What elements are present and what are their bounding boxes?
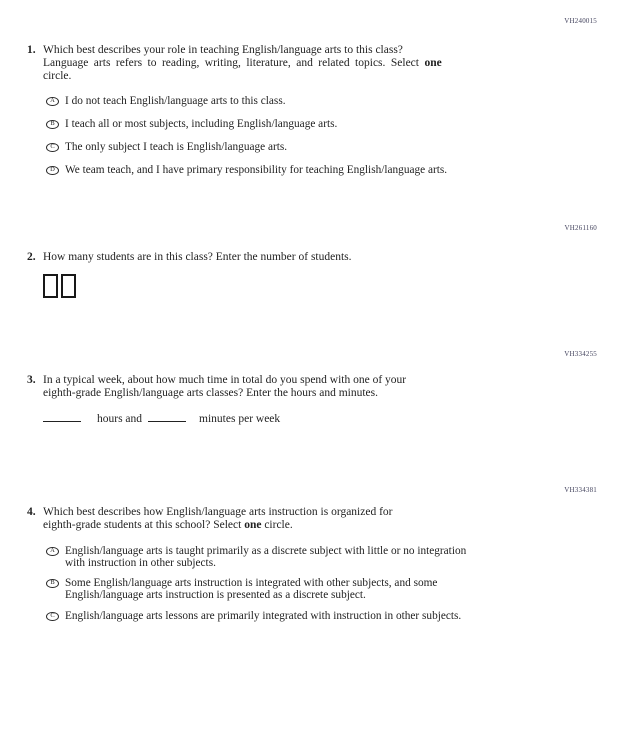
item-code-4: VH334381 <box>564 486 597 494</box>
answer-option-1b[interactable] <box>46 118 337 130</box>
answer-option-1c[interactable] <box>46 141 287 153</box>
question-3-prompt-line: In a typical week, about how much time in total do you spend with one of your <box>43 374 407 386</box>
students-count-box-2[interactable] <box>61 274 76 298</box>
prompt-bold-text: one <box>244 519 262 531</box>
answer-option-label: with instruction in other subjects. <box>65 557 216 569</box>
students-count-entry <box>43 274 76 298</box>
question-4-number: 4. <box>27 506 36 518</box>
prompt-text: eighth-grade students at this school? Select <box>43 519 245 531</box>
answer-bubble-c-icon[interactable]: C <box>46 612 59 622</box>
question-4-prompt-line: Which best describes how English/language arts instruction is organized for <box>43 506 393 518</box>
question-1-number: 1. <box>27 44 36 56</box>
prompt-bold-text: one <box>424 57 442 69</box>
question-4-prompt-line <box>43 519 393 532</box>
answer-option-4c[interactable] <box>46 610 461 622</box>
answer-option-label: English/language arts lessons are primarily integrated with instruction in other subjects. <box>65 610 462 622</box>
prompt-text: Language arts refers to reading, writing, literature, and related topics. Select <box>43 57 425 69</box>
question-2 <box>27 251 352 264</box>
question-4 <box>27 506 393 532</box>
question-1 <box>27 44 442 83</box>
minutes-label: minutes per week <box>199 413 281 425</box>
question-3-prompt <box>43 374 406 400</box>
question-1-prompt-line <box>43 57 442 70</box>
question-3-number: 3. <box>27 374 36 386</box>
answer-bubble-b-icon[interactable]: B <box>46 120 59 130</box>
item-code-2: VH261160 <box>564 224 597 232</box>
students-count-box-1[interactable] <box>43 274 58 298</box>
item-code-1: VH240015 <box>564 17 597 25</box>
answer-bubble-c-icon[interactable]: C <box>46 143 59 153</box>
question-3 <box>27 374 406 400</box>
answer-option-label: I teach all or most subjects, including English/language arts. <box>65 118 338 130</box>
answer-option-1d[interactable] <box>46 164 447 176</box>
prompt-text: circle. <box>261 519 293 531</box>
time-fill-in-row <box>43 410 280 426</box>
hours-label: hours and <box>97 413 143 425</box>
question-4-prompt <box>43 506 393 532</box>
answer-bubble-a-icon[interactable]: A <box>46 547 59 557</box>
answer-option-4a[interactable] <box>46 545 466 569</box>
question-1-prompt-line: Which best describes your role in teaching English/language arts to this class? <box>43 44 403 56</box>
hours-blank[interactable] <box>43 410 81 422</box>
answer-option-label: English/language arts instruction is presented as a discrete subject. <box>65 589 366 601</box>
answer-bubble-d-icon[interactable]: D <box>46 166 59 176</box>
answer-option-label: Some English/language arts instruction is integrated with other subjects, and some <box>65 577 438 589</box>
answer-option-1a[interactable] <box>46 95 286 107</box>
answer-bubble-b-icon[interactable]: B <box>46 579 59 589</box>
minutes-blank[interactable] <box>148 410 186 422</box>
question-2-number: 2. <box>27 251 36 263</box>
answer-bubble-a-icon[interactable]: A <box>46 97 59 107</box>
question-2-prompt-line: How many students are in this class? Enter the number of students. <box>43 251 352 263</box>
answer-option-label: English/language arts is taught primarily as a discrete subject with little or no integration <box>65 545 467 557</box>
answer-option-4b[interactable] <box>46 577 437 601</box>
answer-option-label: The only subject I teach is English/language arts. <box>65 141 288 153</box>
item-code-3: VH334255 <box>564 350 597 358</box>
question-1-prompt-line: circle. <box>43 70 72 82</box>
answer-option-label: We team teach, and I have primary responsibility for teaching English/language arts. <box>65 164 448 176</box>
question-2-prompt <box>43 251 352 264</box>
question-1-prompt <box>43 44 442 83</box>
answer-option-label: I do not teach English/language arts to this class. <box>65 95 286 107</box>
question-3-prompt-line: eighth-grade English/language arts classes? Enter the hours and minutes. <box>43 387 378 399</box>
